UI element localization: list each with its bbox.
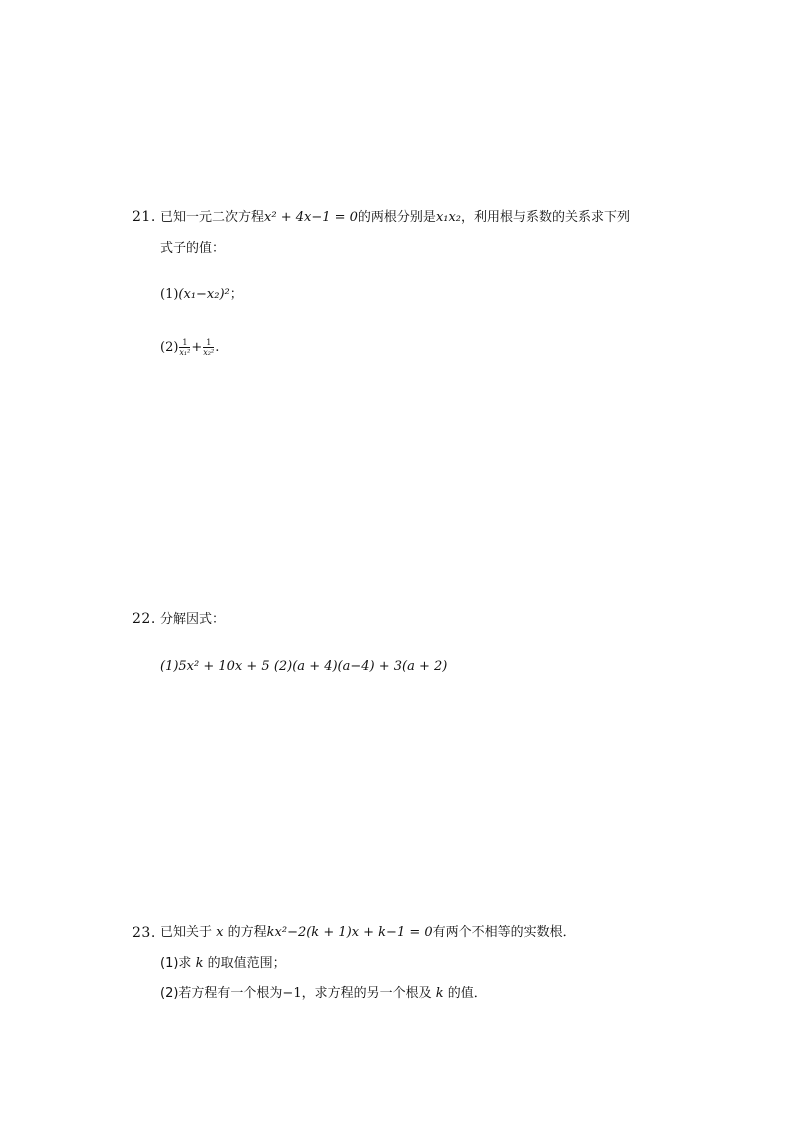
- fraction: [179, 338, 190, 357]
- variable: k: [435, 986, 444, 1001]
- part-text: (1)求: [160, 956, 192, 971]
- equation: x² + 4x−1 = 0: [264, 210, 358, 225]
- equation: kx²−2(k + 1)x + k−1 = 0: [266, 925, 433, 940]
- fraction: [203, 338, 214, 357]
- question-23-part-2: [160, 985, 487, 1003]
- question-21-part-2: [160, 338, 219, 357]
- expression: (x₁−x₂)²: [178, 287, 230, 302]
- variable: k: [195, 956, 204, 971]
- question-23-stem: [160, 924, 576, 942]
- part-text: (2)若方程有一个根为: [160, 986, 283, 1001]
- stem-text: 已知一元二次方程: [160, 210, 265, 225]
- stem-text: 有两个不相等的实数根．: [432, 925, 576, 940]
- question-number: 22.: [132, 611, 156, 627]
- question-22-parts: (1)5x² + 10x + 5 (2)(a + 4)(a−4) + 3(a + 2): [160, 659, 448, 674]
- punctuation: .: [215, 340, 220, 355]
- denominator: x₁²: [179, 348, 191, 357]
- question-22-stem: 分解因式：: [160, 612, 226, 627]
- roots: x₁x₂: [435, 210, 462, 225]
- variable: x: [216, 925, 224, 940]
- punctuation: ；: [229, 287, 243, 302]
- denominator: x₂²: [203, 348, 215, 357]
- part-text: 的取值范围；: [207, 956, 286, 971]
- numerator: 1: [203, 338, 214, 348]
- stem-text: 的方程: [227, 925, 267, 940]
- part-text: ，求方程的另一个根及: [301, 986, 432, 1001]
- question-21-stem: [160, 209, 630, 227]
- question-21-part-1: [160, 286, 243, 304]
- numerator: 1: [179, 338, 190, 348]
- stem-text: 的两根分别是: [357, 210, 436, 225]
- question-21-stem-line2: 式子的值：: [160, 241, 226, 256]
- part-label: (2): [160, 340, 179, 355]
- plus-sign: +: [191, 340, 203, 355]
- stem-text: 已知关于: [160, 925, 213, 940]
- question-23-part-1: [160, 955, 286, 973]
- part-text: 的值．: [447, 986, 487, 1001]
- value: −1: [282, 986, 302, 1001]
- stem-text: ，利用根与系数的关系求下列: [461, 210, 631, 225]
- question-number: 21.: [132, 209, 156, 225]
- question-number: 23.: [132, 925, 156, 941]
- part-label: (1): [160, 287, 179, 302]
